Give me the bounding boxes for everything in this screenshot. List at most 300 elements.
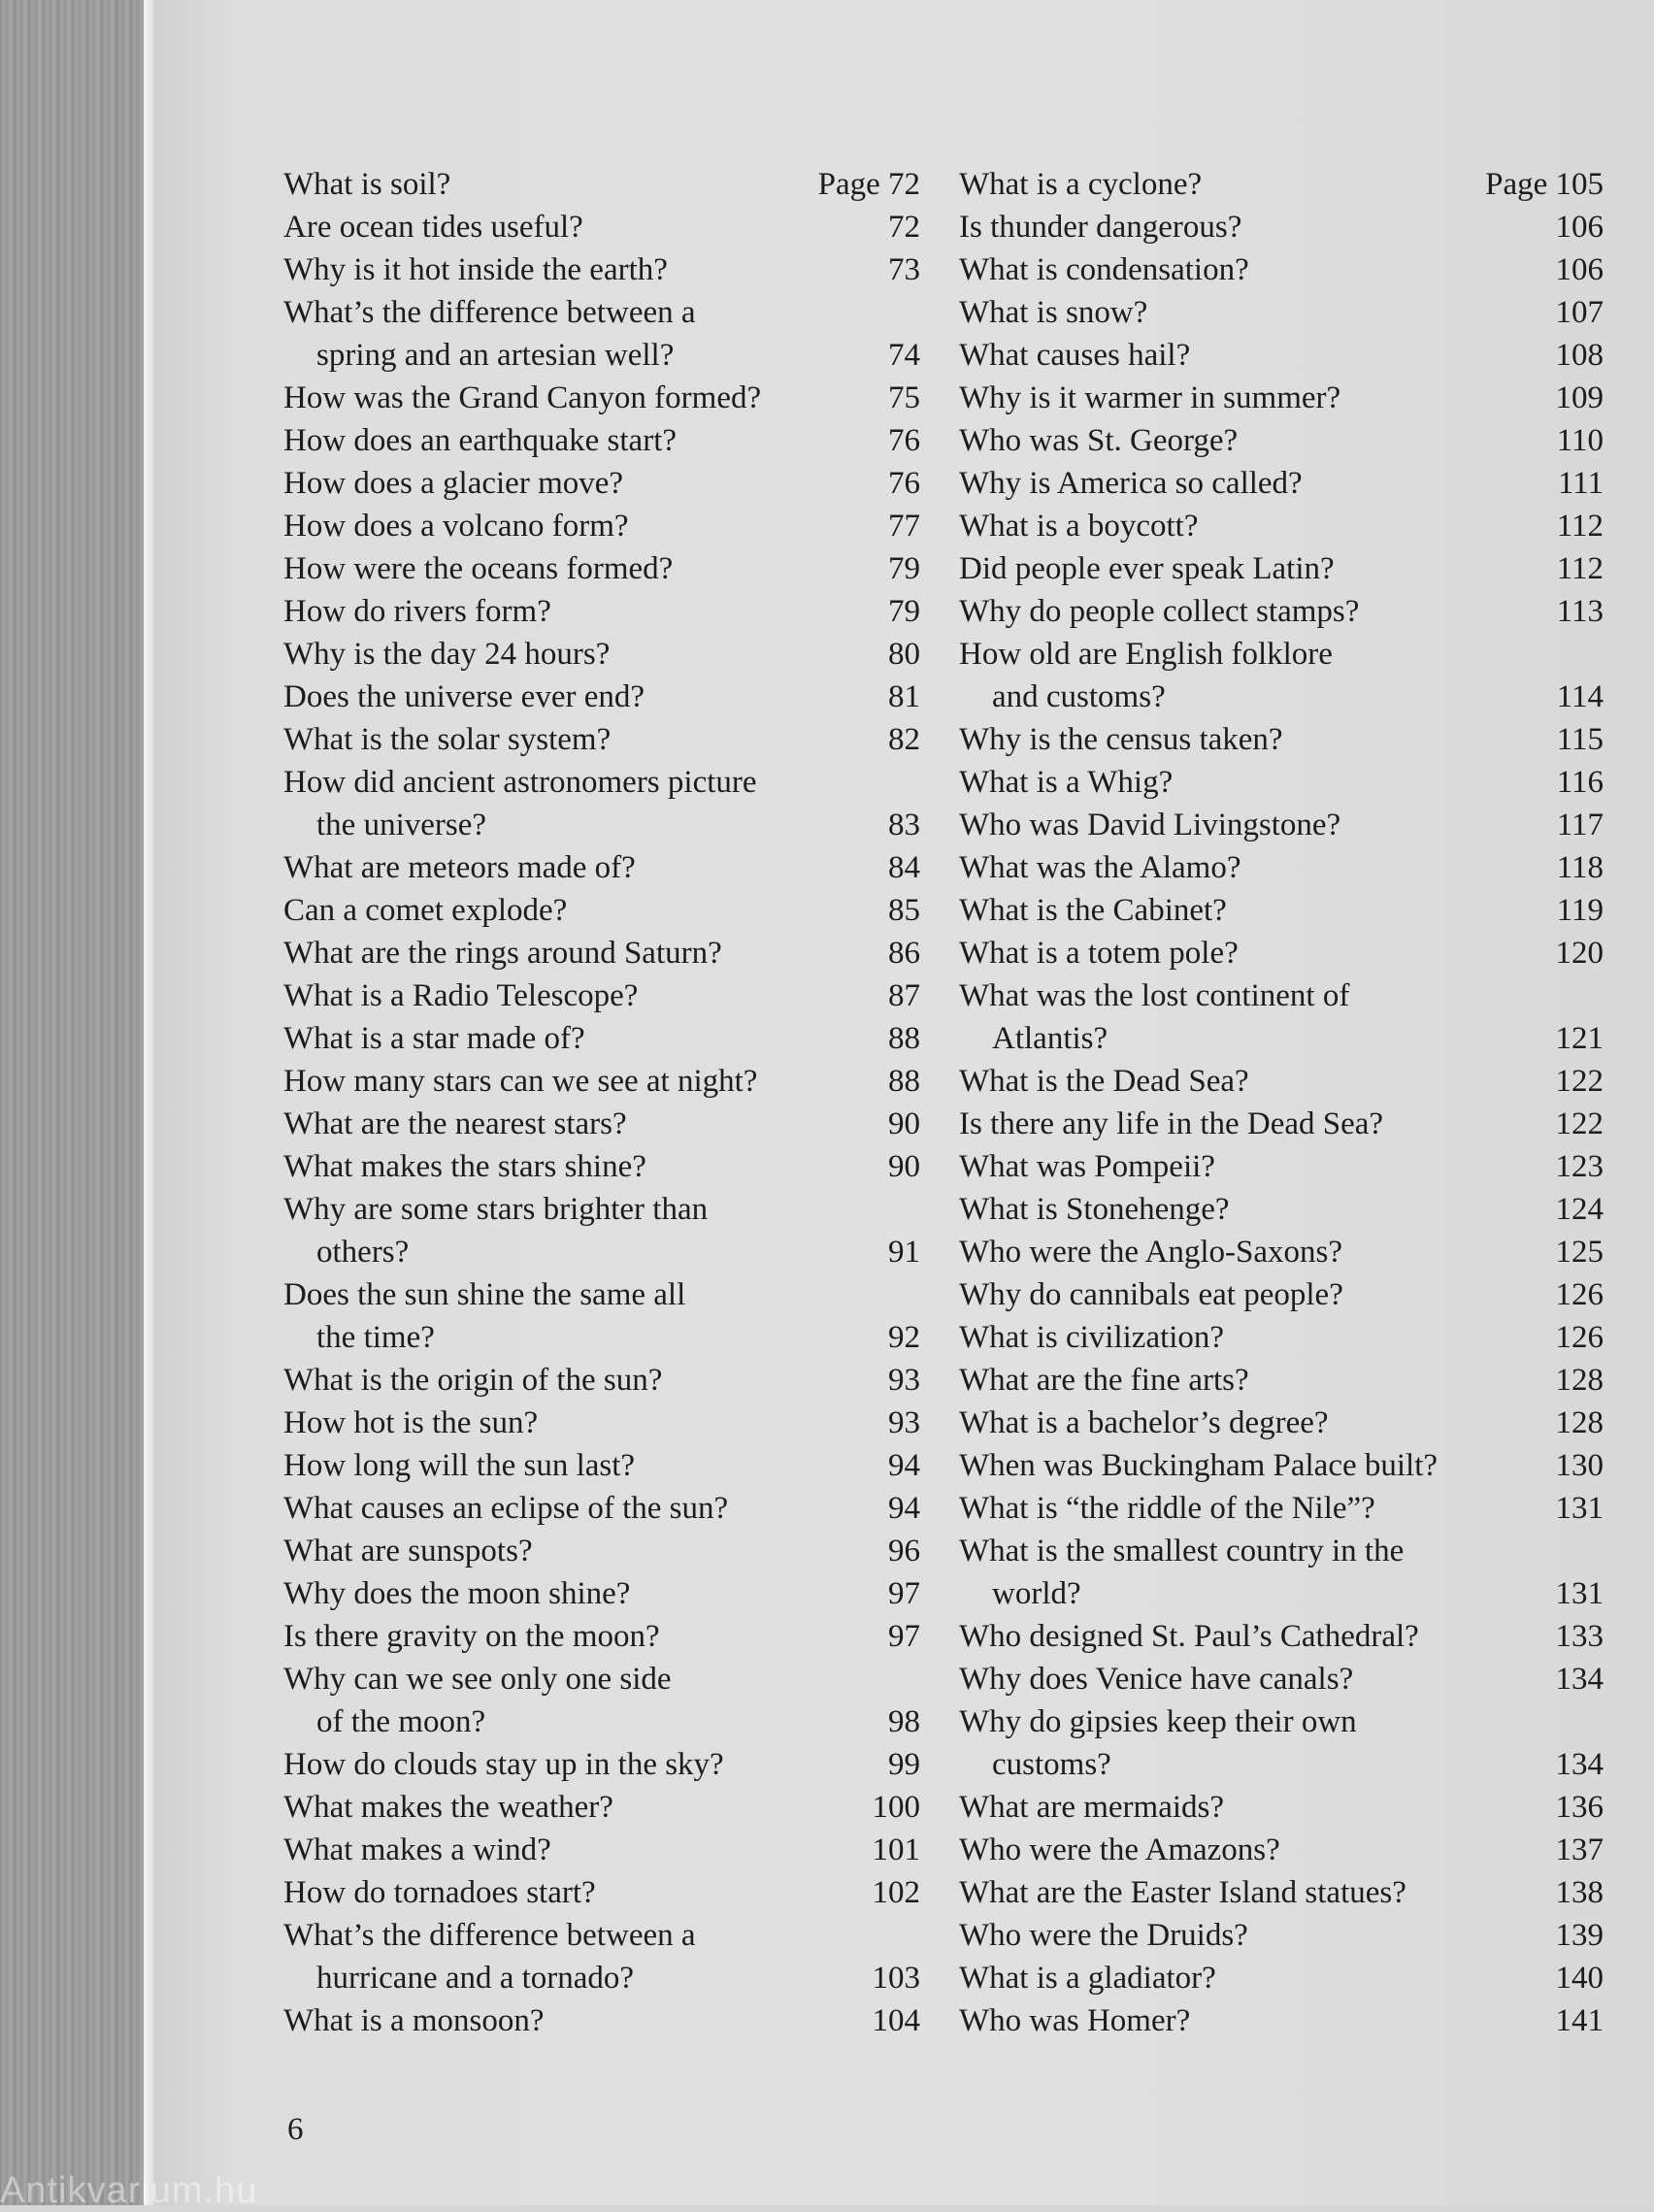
entry-question — [283, 1145, 920, 1188]
entry-question-line: Why does the moon shine? — [283, 1576, 631, 1611]
entry-page-number: 102 — [872, 1875, 920, 1910]
contents-entry — [283, 974, 920, 1017]
entry-question-line: What are the Easter Island statues? — [959, 1875, 1406, 1910]
entry-page-number: 92 — [888, 1320, 920, 1355]
entry-question — [283, 1530, 920, 1572]
entry-page-number: 79 — [888, 594, 920, 629]
entry-page-number: 88 — [888, 1064, 920, 1099]
entry-page-number: 136 — [1555, 1790, 1604, 1825]
contents-entry — [283, 462, 920, 505]
entry-page-number: 125 — [1555, 1235, 1604, 1270]
entry-question — [959, 1359, 1604, 1402]
contents-entry — [959, 1871, 1604, 1914]
entry-question-line: What is condensation? — [959, 252, 1249, 287]
contents-entry — [959, 1060, 1604, 1103]
entry-page-number: 100 — [872, 1790, 920, 1825]
entry-page-number: 128 — [1555, 1363, 1604, 1398]
entry-question — [283, 419, 920, 462]
entry-question-line: What causes hail? — [959, 338, 1191, 373]
contents-entry — [283, 889, 920, 932]
entry-question-line: What is a bachelor’s degree? — [959, 1405, 1329, 1440]
contents-entry — [959, 291, 1604, 334]
entry-page-number: 76 — [888, 466, 920, 501]
entry-question-line: the time? — [316, 1320, 435, 1355]
entry-question — [959, 505, 1604, 547]
entry-question — [283, 377, 920, 419]
entry-page-number: 138 — [1555, 1875, 1604, 1910]
contents-entry — [959, 1700, 1604, 1786]
entry-question — [959, 1658, 1604, 1700]
entry-question-line: What is the Dead Sea? — [959, 1064, 1249, 1099]
entry-question — [959, 1103, 1604, 1145]
entry-question-line: What is Stonehenge? — [959, 1192, 1230, 1227]
entry-page-number: 83 — [888, 808, 920, 842]
entry-page-number: 75 — [888, 380, 920, 415]
entry-question — [959, 974, 1604, 1060]
contents-entry — [959, 163, 1604, 206]
entry-question — [283, 1871, 920, 1914]
entry-question — [283, 1914, 920, 1999]
entry-page-number: 108 — [1555, 338, 1604, 373]
entry-question — [959, 248, 1604, 291]
entry-question — [959, 590, 1604, 633]
contents-entry — [959, 1402, 1604, 1444]
entry-question-line: Does the sun shine the same all — [283, 1277, 686, 1312]
entry-question-line: Why is the day 24 hours? — [283, 637, 611, 672]
entry-page-number: 126 — [1555, 1277, 1604, 1312]
entry-question-line: Why is it hot inside the earth? — [283, 252, 668, 287]
entry-page-number: 81 — [888, 679, 920, 714]
entry-question-line: What are the rings around Saturn? — [283, 936, 722, 971]
contents-entry — [283, 590, 920, 633]
page-number: 6 — [287, 2112, 304, 2147]
entry-question — [283, 1658, 920, 1743]
entry-page-number: 112 — [1556, 509, 1604, 544]
entry-question — [959, 1188, 1604, 1231]
contents-entry — [959, 1231, 1604, 1273]
entry-question-line: Is there any life in the Dead Sea? — [959, 1106, 1384, 1141]
entry-page-number: 94 — [888, 1491, 920, 1526]
contents-entry — [959, 1145, 1604, 1188]
entry-question — [959, 1487, 1604, 1530]
entry-page-number: 93 — [888, 1405, 920, 1440]
entry-page-number: 137 — [1555, 1832, 1604, 1867]
entry-page-number: 126 — [1555, 1320, 1604, 1355]
contents-entry — [283, 846, 920, 889]
contents-entry — [283, 206, 920, 248]
entry-page-number: 73 — [888, 252, 920, 287]
entry-question-line: What is soil? — [283, 167, 451, 202]
entry-question — [283, 462, 920, 505]
entry-question-line: What is a Whig? — [959, 765, 1174, 800]
entry-question-line: What was Pompeii? — [959, 1149, 1215, 1184]
entry-question-line: What is a star made of? — [283, 1021, 585, 1056]
entry-question-line: Why do gipsies keep their own — [959, 1704, 1357, 1739]
entry-question — [959, 1957, 1604, 1999]
entry-question — [283, 1444, 920, 1487]
entry-question — [283, 505, 920, 547]
entry-question — [959, 1530, 1604, 1615]
contents-entry — [283, 676, 920, 718]
entry-question-line: Who were the Anglo-Saxons? — [959, 1235, 1342, 1270]
entry-question — [959, 1316, 1604, 1359]
entry-question-line: What is the origin of the sun? — [283, 1363, 663, 1398]
contents-entry — [283, 1402, 920, 1444]
contents-entry — [959, 1914, 1604, 1957]
entry-page-number: 119 — [1556, 893, 1604, 928]
entry-question — [283, 761, 920, 846]
contents-entry — [959, 1615, 1604, 1658]
entry-question — [283, 590, 920, 633]
entry-question-line: of the moon? — [316, 1704, 486, 1739]
entry-question-line: What is a gladiator? — [959, 1961, 1216, 1996]
entry-question-line: What was the Alamo? — [959, 850, 1241, 885]
entry-page-number: 103 — [872, 1961, 920, 1996]
book-binding — [0, 0, 144, 2205]
entry-page-number: 122 — [1555, 1064, 1604, 1099]
entry-question — [283, 1615, 920, 1658]
contents-entry — [959, 248, 1604, 291]
entry-page-number: 112 — [1556, 551, 1604, 586]
contents-entry — [959, 633, 1604, 718]
entry-question-line: What is the Cabinet? — [959, 893, 1227, 928]
entry-question-line: What makes the stars shine? — [283, 1149, 646, 1184]
entry-question-line: How does a glacier move? — [283, 466, 624, 501]
contents-entry — [283, 633, 920, 676]
contents-entry — [959, 1273, 1604, 1316]
entry-question-line: Is thunder dangerous? — [959, 210, 1242, 245]
contents-entry — [283, 1444, 920, 1487]
contents-entry — [959, 334, 1604, 377]
contents-entry — [959, 206, 1604, 248]
entry-page-number: 133 — [1555, 1619, 1604, 1654]
entry-page-number: 122 — [1555, 1106, 1604, 1141]
entry-page-number: 131 — [1555, 1491, 1604, 1526]
contents-entry — [283, 377, 920, 419]
entry-page-number: 106 — [1555, 210, 1604, 245]
entry-page-number: 74 — [888, 338, 920, 373]
entry-question — [283, 1572, 920, 1615]
entry-question-line: Why can we see only one side — [283, 1662, 672, 1697]
entry-question — [959, 1914, 1604, 1957]
entry-question — [959, 377, 1604, 419]
entry-page-number: 131 — [1555, 1576, 1604, 1611]
entry-question — [959, 846, 1604, 889]
entry-question-line: What is “the riddle of the Nile”? — [959, 1491, 1375, 1526]
contents-entry — [283, 1572, 920, 1615]
entry-page-number: 86 — [888, 936, 920, 971]
contents-entry — [959, 1999, 1604, 2042]
contents-entry — [959, 547, 1604, 590]
contents-entry — [283, 1060, 920, 1103]
contents-entry — [283, 1999, 920, 2042]
entry-page-number: 91 — [888, 1235, 920, 1270]
entry-question — [283, 974, 920, 1017]
contents-entry — [959, 1658, 1604, 1700]
entry-question — [283, 1829, 920, 1871]
entry-page-number: 97 — [888, 1619, 920, 1654]
entry-question-line: How were the oceans formed? — [283, 551, 674, 586]
contents-entry — [959, 889, 1604, 932]
entry-page-number: 99 — [888, 1747, 920, 1782]
entry-question — [283, 846, 920, 889]
entry-question-line: Why is it warmer in summer? — [959, 380, 1341, 415]
entry-page-number: 104 — [872, 2003, 920, 2038]
entry-page-number: 101 — [872, 1832, 920, 1867]
contents-entry — [959, 804, 1604, 846]
entry-question — [959, 1273, 1604, 1316]
entry-question-line: How was the Grand Canyon formed? — [283, 380, 762, 415]
contents-entry — [959, 1829, 1604, 1871]
entry-page-number: 128 — [1555, 1405, 1604, 1440]
entry-page-number: 76 — [888, 423, 920, 458]
contents-entry — [283, 419, 920, 462]
entry-page-number: 120 — [1555, 936, 1604, 971]
entry-question — [283, 1017, 920, 1060]
entry-question-line: What makes a wind? — [283, 1832, 551, 1867]
entry-question-line: Who was St. George? — [959, 423, 1239, 458]
entry-question — [959, 206, 1604, 248]
contents-entry — [283, 1615, 920, 1658]
entry-question — [283, 889, 920, 932]
entry-question — [959, 804, 1604, 846]
entry-page-number: Page 105 — [1485, 167, 1604, 202]
entry-question-line: What’s the difference between a — [283, 1918, 696, 1953]
contents-entry — [283, 1829, 920, 1871]
contents-entry — [959, 846, 1604, 889]
entry-question-line: What makes the weather? — [283, 1790, 613, 1825]
entry-page-number: 134 — [1555, 1747, 1604, 1782]
entry-question-line: What is the smallest country in the — [959, 1534, 1405, 1568]
entry-question-line: Why is America so called? — [959, 466, 1303, 501]
contents-entry — [959, 1487, 1604, 1530]
entry-question-line: spring and an artesian well? — [316, 338, 675, 373]
entry-question-line: world? — [992, 1576, 1081, 1611]
entry-question — [959, 932, 1604, 974]
entry-question — [283, 718, 920, 761]
entry-question-line: How do tornadoes start? — [283, 1875, 596, 1910]
entry-question-line: What is a totem pole? — [959, 936, 1239, 971]
entry-question — [283, 1103, 920, 1145]
entry-question-line: Can a comet explode? — [283, 893, 568, 928]
entry-question-line: What is a cyclone? — [959, 167, 1203, 202]
entry-page-number: 82 — [888, 722, 920, 757]
entry-question-line: What is the solar system? — [283, 722, 612, 757]
entry-question-line: others? — [316, 1235, 410, 1270]
entry-question-line: What is a boycott? — [959, 509, 1199, 544]
entry-question-line: How do rivers form? — [283, 594, 551, 629]
contents-entry — [959, 1316, 1604, 1359]
contents-entry — [959, 1786, 1604, 1829]
entry-page-number: 130 — [1555, 1448, 1604, 1483]
contents-entry — [959, 718, 1604, 761]
entry-question — [959, 1999, 1604, 2042]
entry-question-line: What are mermaids? — [959, 1790, 1225, 1825]
entry-question-line: Who designed St. Paul’s Cathedral? — [959, 1619, 1419, 1654]
entry-page-number: 87 — [888, 978, 920, 1013]
contents-entry — [283, 718, 920, 761]
entry-question-line: the universe? — [316, 808, 487, 842]
entry-question — [959, 291, 1604, 334]
entry-question — [283, 291, 920, 377]
entry-page-number: 79 — [888, 551, 920, 586]
entry-page-number: 80 — [888, 637, 920, 672]
entry-question — [959, 761, 1604, 804]
entry-page-number: 93 — [888, 1363, 920, 1398]
entry-question — [283, 1273, 920, 1359]
contents-entry — [959, 932, 1604, 974]
entry-question — [283, 248, 920, 291]
entry-question — [959, 1060, 1604, 1103]
contents-entry — [283, 1359, 920, 1402]
entry-question — [959, 1145, 1604, 1188]
entry-question-line: When was Buckingham Palace built? — [959, 1448, 1439, 1483]
entry-page-number: 121 — [1555, 1021, 1604, 1056]
entry-question-line: Is there gravity on the moon? — [283, 1619, 660, 1654]
entry-question — [283, 547, 920, 590]
entry-question-line: How did ancient astronomers picture — [283, 765, 757, 800]
contents-entry — [283, 1530, 920, 1572]
entry-page-number: 107 — [1555, 295, 1604, 330]
entry-page-number: 115 — [1556, 722, 1604, 757]
entry-question — [959, 547, 1604, 590]
entry-question-line: Who was Homer? — [959, 2003, 1191, 2038]
entry-question — [959, 1786, 1604, 1829]
contents-entry — [959, 505, 1604, 547]
entry-page-number: 141 — [1555, 2003, 1604, 2038]
contents-entry — [959, 419, 1604, 462]
entry-question — [283, 1487, 920, 1530]
entry-page-number: 110 — [1556, 423, 1604, 458]
entry-page-number: 116 — [1556, 765, 1604, 800]
entry-page-number: 113 — [1556, 594, 1604, 629]
entry-question-line: How long will the sun last? — [283, 1448, 636, 1483]
contents-entry — [959, 974, 1604, 1060]
entry-question — [959, 1615, 1604, 1658]
entry-question-line: How does a volcano form? — [283, 509, 629, 544]
entry-question — [283, 1402, 920, 1444]
entry-question-line: What are the fine arts? — [959, 1363, 1249, 1398]
entry-question-line: Who were the Druids? — [959, 1918, 1248, 1953]
entry-question — [959, 1231, 1604, 1273]
contents-entry — [283, 291, 920, 377]
entry-question — [959, 1700, 1604, 1786]
contents-entry — [283, 248, 920, 291]
entry-question-line: Why are some stars brighter than — [283, 1192, 709, 1227]
entry-page-number: 88 — [888, 1021, 920, 1056]
contents-entry — [959, 590, 1604, 633]
entry-question — [283, 1743, 920, 1786]
entry-page-number: 96 — [888, 1534, 920, 1568]
entry-page-number: 85 — [888, 893, 920, 928]
entry-page-number: 139 — [1555, 1918, 1604, 1953]
entry-question-line: customs? — [992, 1747, 1111, 1782]
contents-entry — [283, 1145, 920, 1188]
entry-question — [959, 1402, 1604, 1444]
entry-question — [959, 718, 1604, 761]
entry-question-line: How old are English folklore — [959, 637, 1333, 672]
contents-entry — [959, 1103, 1604, 1145]
entry-question — [283, 633, 920, 676]
entry-question — [959, 462, 1604, 505]
entry-question — [283, 1359, 920, 1402]
entry-question-line: What is a Radio Telescope? — [283, 978, 639, 1013]
entry-question-line: What is snow? — [959, 295, 1148, 330]
contents-entry — [959, 377, 1604, 419]
entry-question-line: What is a monsoon? — [283, 2003, 545, 2038]
entry-question-line: Are ocean tides useful? — [283, 210, 583, 245]
contents-entry — [283, 505, 920, 547]
entry-page-number: 134 — [1555, 1662, 1604, 1697]
contents-entry — [959, 1530, 1604, 1615]
contents-entry — [959, 1957, 1604, 1999]
entry-question — [959, 633, 1604, 718]
entry-page-number: 77 — [888, 509, 920, 544]
entry-page-number: 140 — [1555, 1961, 1604, 1996]
contents-entry — [283, 1487, 920, 1530]
entry-question-line: How does an earthquake start? — [283, 423, 678, 458]
contents-entry — [283, 1914, 920, 1999]
contents-entry — [283, 163, 920, 206]
entry-question-line: Who was David Livingstone? — [959, 808, 1341, 842]
entry-question — [283, 676, 920, 718]
contents-entry — [959, 761, 1604, 804]
contents-entry — [283, 1871, 920, 1914]
contents-column-right — [959, 163, 1604, 2042]
contents-entry — [283, 1273, 920, 1359]
contents-entry — [283, 1743, 920, 1786]
entry-question — [283, 206, 920, 248]
entry-question — [283, 1060, 920, 1103]
entry-page-number: 118 — [1556, 850, 1604, 885]
entry-question — [283, 1999, 920, 2042]
entry-page-number: 124 — [1555, 1192, 1604, 1227]
contents-entry — [283, 1188, 920, 1273]
entry-page-number: 90 — [888, 1149, 920, 1184]
contents-entry — [283, 932, 920, 974]
contents-entry — [959, 1188, 1604, 1231]
entry-question-line: hurricane and a tornado? — [316, 1961, 635, 1996]
entry-question-line: Atlantis? — [992, 1021, 1108, 1056]
entry-question-line: How hot is the sun? — [283, 1405, 539, 1440]
contents-entry — [283, 1658, 920, 1743]
entry-question-line: What is civilization? — [959, 1320, 1225, 1355]
contents-entry — [959, 1359, 1604, 1402]
entry-question — [959, 419, 1604, 462]
entry-question-line: and customs? — [992, 679, 1166, 714]
entry-question-line: What are sunspots? — [283, 1534, 533, 1568]
entry-page-number: 111 — [1557, 466, 1604, 501]
entry-question-line: What’s the difference between a — [283, 295, 696, 330]
entry-page-number: 106 — [1555, 252, 1604, 287]
entry-question-line: Why do people collect stamps? — [959, 594, 1360, 629]
entry-question-line: Who were the Amazons? — [959, 1832, 1280, 1867]
contents-entry — [283, 1103, 920, 1145]
entry-page-number: 98 — [888, 1704, 920, 1739]
entry-question-line: Why do cannibals eat people? — [959, 1277, 1343, 1312]
entry-question — [959, 1871, 1604, 1914]
entry-question-line: What are the nearest stars? — [283, 1106, 627, 1141]
contents-entry — [959, 462, 1604, 505]
entry-question — [959, 334, 1604, 377]
entry-question-line: Does the universe ever end? — [283, 679, 645, 714]
entry-question — [959, 889, 1604, 932]
entry-question-line: Why does Venice have canals? — [959, 1662, 1354, 1697]
entry-page-number: 97 — [888, 1576, 920, 1611]
entry-page-number: 84 — [888, 850, 920, 885]
entry-page-number: 123 — [1555, 1149, 1604, 1184]
contents-entry — [283, 547, 920, 590]
